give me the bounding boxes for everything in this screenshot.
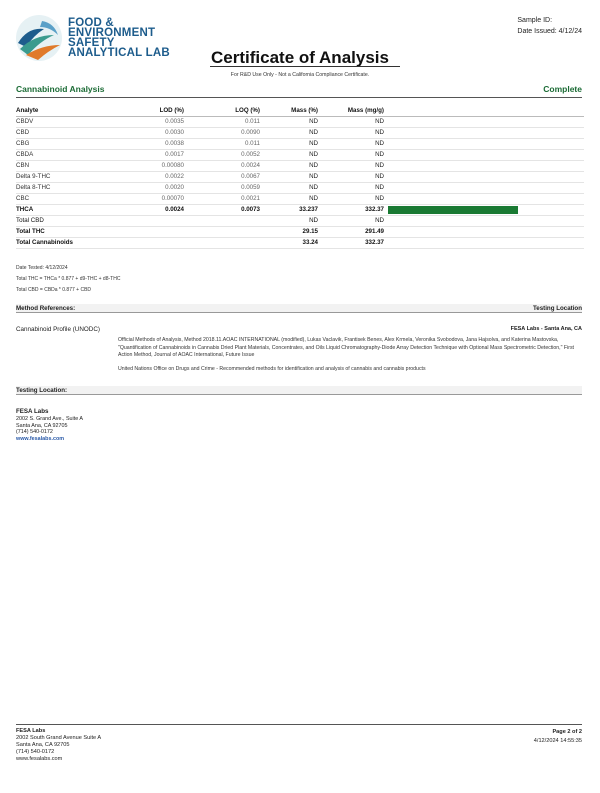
table-row — [16, 149, 584, 160]
page-title: Certificate of Analysis — [211, 48, 389, 67]
mass-pct-value: ND — [260, 116, 318, 127]
lod-value: 0.0038 — [116, 138, 184, 149]
mass-mg-value: ND — [318, 193, 384, 204]
analyte-name: CBC — [16, 193, 116, 204]
date-tested: Date Tested: 4/12/2024 — [16, 265, 68, 271]
cannabinoid-section-header — [16, 84, 582, 94]
bar-cell — [384, 160, 584, 171]
header-mass-pct: Mass (%) — [260, 106, 318, 116]
loq-value: 0.0024 — [184, 160, 260, 171]
total-name: Total THC — [16, 226, 116, 237]
lab-name: FESA Labs — [16, 408, 49, 415]
footer-address-1: 2002 South Grand Avenue Suite A — [16, 735, 102, 741]
sample-info — [517, 15, 582, 37]
lab-website-link[interactable]: www.fesalabs.com — [16, 435, 65, 442]
lod-value: 0.00080 — [116, 160, 184, 171]
lab-phone: (714) 540-0172 — [16, 429, 53, 436]
bar-cell — [384, 149, 584, 160]
loq-value: 0.011 — [184, 138, 260, 149]
loq-value: 0.0090 — [184, 127, 260, 138]
status-label: Complete — [543, 84, 582, 94]
page-number: Page 2 of 2 — [552, 729, 582, 735]
footer-address-2: Santa Ana, CA 92705 — [16, 742, 70, 748]
method-references-label: Method References: — [16, 304, 76, 312]
lod-value: 0.0035 — [116, 116, 184, 127]
analyte-name: CBG — [16, 138, 116, 149]
header-lod: LOD (%) — [116, 106, 184, 116]
loq-value: 0.0059 — [184, 182, 260, 193]
method-name: Cannabinoid Profile (UNODC) — [16, 326, 100, 333]
mass-mg-value: ND — [318, 127, 384, 138]
section-divider — [16, 97, 582, 98]
mass-pct-value: ND — [260, 149, 318, 160]
analyte-name: CBD — [16, 127, 116, 138]
table-header-row — [16, 106, 584, 116]
analyte-name: CBDA — [16, 149, 116, 160]
bar-cell — [384, 127, 584, 138]
footer-website: www.fesalabs.com — [16, 756, 63, 762]
lod-value: 0.0030 — [116, 127, 184, 138]
lab-address-1: 2002 S. Grand Ave., Suite A — [16, 416, 84, 423]
loq-value: 0.0052 — [184, 149, 260, 160]
loq-value: 0.0067 — [184, 171, 260, 182]
lod-value: 0.0022 — [116, 171, 184, 182]
analysis-notes — [16, 263, 120, 296]
loq-value: 0.0021 — [184, 193, 260, 204]
mass-pct-value: ND — [260, 193, 318, 204]
mass-mg-value: ND — [318, 138, 384, 149]
lod-value: 0.0020 — [116, 182, 184, 193]
total-row — [16, 226, 584, 237]
lod-value: 0.00070 — [116, 193, 184, 204]
testing-location-heading: Testing Location: — [16, 386, 68, 394]
table-row — [16, 193, 584, 204]
total-row — [16, 237, 584, 248]
total-mass-mg: 332.37 — [318, 237, 384, 248]
table-row — [16, 182, 584, 193]
bar-cell — [384, 171, 584, 182]
total-name: Total Cannabinoids — [16, 237, 116, 248]
analyte-name: CBN — [16, 160, 116, 171]
mass-pct-value: ND — [260, 127, 318, 138]
table-row — [16, 138, 584, 149]
mass-pct-value: 33.237 — [260, 204, 318, 215]
analyte-name: Delta 9-THC — [16, 171, 116, 182]
total-thc-formula: Total THC = THCa * 0.877 + d9-THC + d8-THC — [16, 276, 121, 282]
mass-mg-value: 332.37 — [318, 204, 384, 215]
analyte-name: Delta 8-THC — [16, 182, 116, 193]
lod-value: 0.0024 — [116, 204, 184, 215]
analyte-name: THCA — [16, 204, 116, 215]
lod-value: 0.0017 — [116, 149, 184, 160]
title-underline — [210, 66, 400, 67]
method-lab: FESA Labs - Santa Ana, CA — [510, 326, 582, 332]
footer-address — [16, 728, 101, 763]
mass-pct-value: ND — [260, 160, 318, 171]
header-mass-mg: Mass (mg/g) — [318, 106, 384, 116]
total-cbd-formula: Total CBD = CBDa * 0.877 + CBD — [16, 287, 92, 293]
table-row — [16, 171, 584, 182]
total-mass-pct: 29.15 — [260, 226, 318, 237]
header-loq: LOQ (%) — [184, 106, 260, 116]
total-mass-pct: 33.24 — [260, 237, 318, 248]
cannabinoid-table — [16, 106, 584, 249]
footer-lab-name: FESA Labs — [16, 728, 46, 734]
sample-id-label: Sample ID: — [517, 17, 553, 24]
method-references-band — [16, 304, 582, 313]
total-name: Total CBD — [16, 215, 116, 226]
bar-cell — [384, 138, 584, 149]
logo-line-2: ENVIRONMENT — [68, 27, 156, 39]
total-mass-pct: ND — [260, 215, 318, 226]
section-title: Cannabinoid Analysis — [16, 84, 105, 94]
footer-phone: (714) 540-0172 — [16, 749, 55, 755]
mass-mg-value: ND — [318, 171, 384, 182]
table-row — [16, 127, 584, 138]
footer-page-info — [534, 728, 582, 746]
mass-mg-value: ND — [318, 160, 384, 171]
testing-location-label: Testing Location — [532, 304, 582, 312]
logo-line-4: ANALYTICAL LAB — [68, 47, 170, 59]
testing-location-block — [16, 409, 83, 442]
header-bar — [384, 106, 584, 116]
mass-mg-value: ND — [318, 182, 384, 193]
loq-value: 0.0073 — [184, 204, 260, 215]
logo-line-1: FOOD & — [68, 17, 114, 29]
bar-cell — [384, 204, 584, 215]
total-mass-mg: 291.49 — [318, 226, 384, 237]
method-reference-1: Official Methods of Analysis, Method 2018.11.AOAC INTERNATIONAL (modified), Lukas Vaclavik, Frantisek Benes, Alex Krmela, Veronika Svobodova, Jana Hajsolva, and Katerina Mastovska, "Quantification of Cannabinoids in Cannabis Dried Plant Materials, Concentrates, and Oils Liquid Chromatography-Diode Array Detection Technique with Optional Mass Spectrometric Detection," First Action Method, Journal of AOAC International, Future Issue — [118, 337, 574, 358]
mass-mg-value: ND — [318, 149, 384, 160]
header-analyte: Analyte — [16, 106, 116, 116]
loq-value: 0.011 — [184, 116, 260, 127]
table-row — [16, 116, 584, 127]
table-row-thca — [16, 204, 584, 215]
method-references-text — [118, 337, 582, 373]
mass-pct-value: ND — [260, 171, 318, 182]
thca-result-bar — [388, 206, 518, 214]
bar-cell — [384, 182, 584, 193]
bar-cell — [384, 116, 584, 127]
total-row — [16, 215, 584, 226]
disclaimer: For R&D Use Only - Not a California Compliance Certificate. — [230, 72, 370, 78]
testing-location-band — [16, 386, 582, 395]
mass-mg-value: ND — [318, 116, 384, 127]
logo-line-3: SAFETY — [68, 37, 115, 49]
date-issued: Date Issued: 4/12/24 — [517, 28, 582, 35]
footer-timestamp: 4/12/2024 14:55:35 — [533, 738, 582, 744]
bar-cell — [384, 193, 584, 204]
lab-address-2: Santa Ana, CA 92705 — [16, 422, 68, 429]
table-row — [16, 160, 584, 171]
method-reference-2: United Nations Office on Drugs and Crime - Recommended methods for identification and analysis of cannabis and cannabis products — [118, 365, 426, 372]
total-mass-mg: ND — [318, 215, 384, 226]
mass-pct-value: ND — [260, 138, 318, 149]
analyte-name: CBDV — [16, 116, 116, 127]
mass-pct-value: ND — [260, 182, 318, 193]
footer-divider — [16, 724, 582, 725]
